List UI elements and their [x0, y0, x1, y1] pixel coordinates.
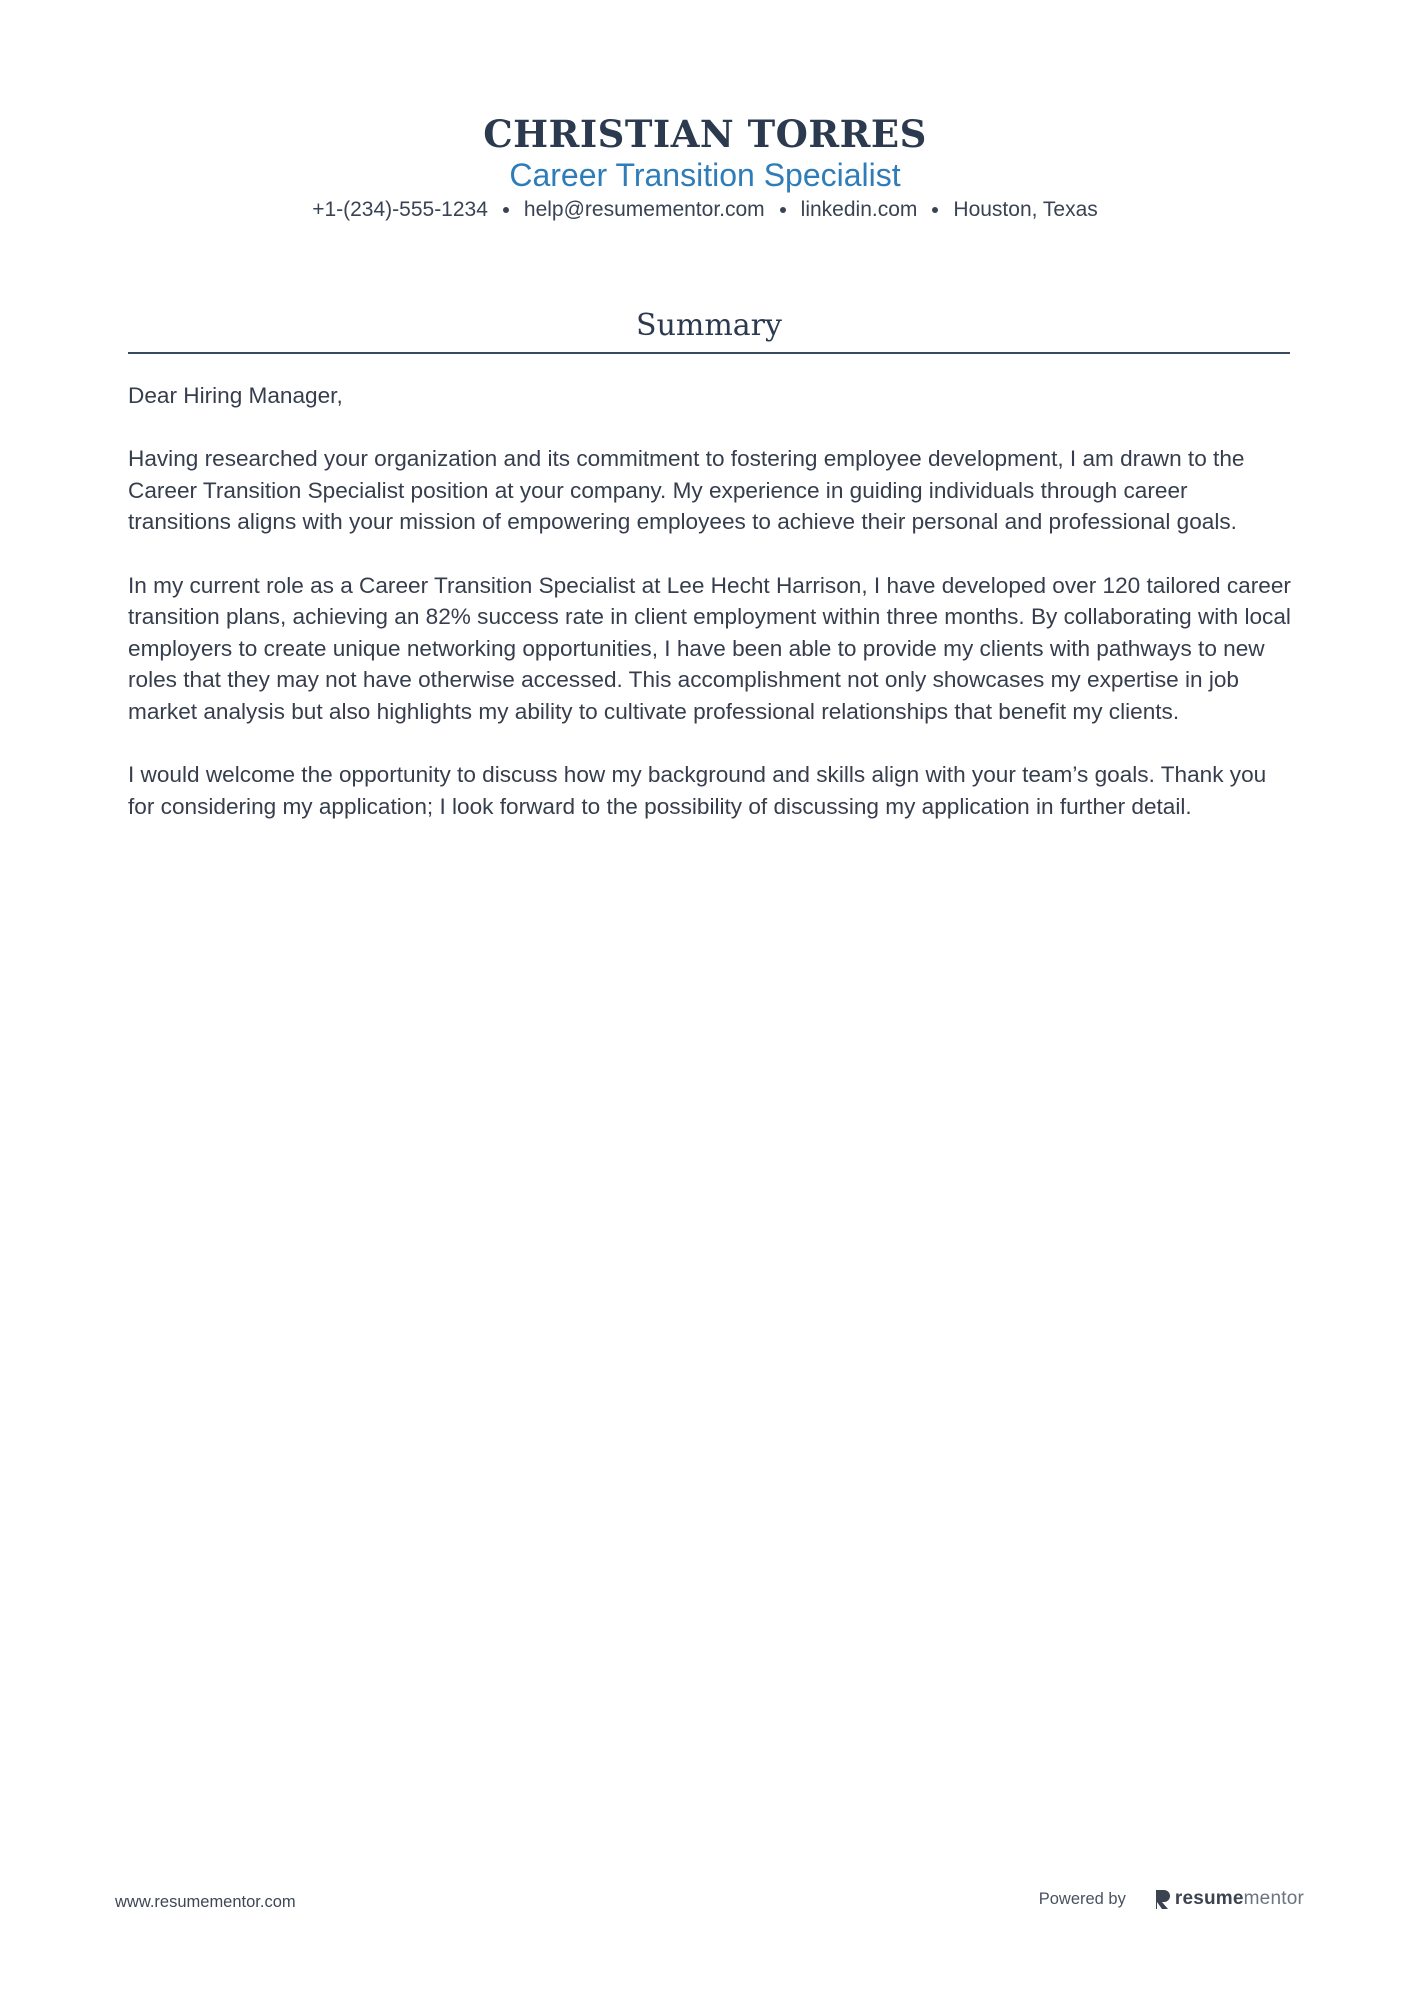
- letter-paragraph-2: In my current role as a Career Transition Specialist at Lee Hecht Harrison, I have developed over 120 tailored career transition plans, achieving an 82% success rate in client employment within three months. By collaborating with local employers to create unique networking opportunities, I have been able to provide my clients with pathways to new roles that they may not have otherwise accessed. This accomplishment not only showcases my expertise in job market analysis but also highlights my ability to cultivate professional relationships that benefit my clients.: [128, 572, 1291, 724]
- resumementor-logo[interactable]: [1154, 1888, 1304, 1910]
- header: [0, 112, 1410, 225]
- logo-wordmark-light: mentor: [1243, 1888, 1304, 1909]
- letter-body: [128, 380, 1293, 854]
- letter-paragraph-3: I would welcome the opportunity to discuss how my background and skills align with your team’s goals. Thank you for considering my application; I look forward to the possibility of discussing my application in further detail.: [128, 762, 1267, 819]
- footer-website-link[interactable]: www.resumementor.com: [115, 1893, 296, 1911]
- contact-email[interactable]: help@resumementor.com: [523, 198, 765, 221]
- logo-wordmark: [1175, 1888, 1304, 1910]
- candidate-name: CHRISTIAN TORRES: [483, 112, 927, 156]
- contact-location: Houston, Texas: [953, 198, 1098, 221]
- candidate-role: Career Transition Specialist: [509, 157, 901, 193]
- footer-branding: [1039, 1888, 1304, 1910]
- separator-dot: [780, 207, 786, 213]
- contact-line: [0, 195, 1410, 225]
- separator-dot: [503, 207, 509, 213]
- powered-by-label: Powered by: [1038, 1889, 1126, 1908]
- letter-paragraph-1: Having researched your organization and its commitment to fostering employee development, I am drawn to the Career Transition Specialist position at your company. My experience in guiding individuals through career transitions aligns with your mission of empowering employees to achieve their personal and professional goals.: [128, 446, 1245, 535]
- resumementor-logo-icon: [1154, 1888, 1172, 1910]
- contact-phone: +1-(234)-555-1234: [312, 198, 488, 221]
- section-divider: [128, 352, 1290, 354]
- contact-linkedin[interactable]: linkedin.com: [800, 198, 918, 221]
- logo-wordmark-bold: resume: [1174, 1888, 1244, 1909]
- section-title-summary: Summary: [636, 308, 782, 343]
- letter-salutation: Dear Hiring Manager,: [128, 383, 343, 408]
- separator-dot: [932, 207, 938, 213]
